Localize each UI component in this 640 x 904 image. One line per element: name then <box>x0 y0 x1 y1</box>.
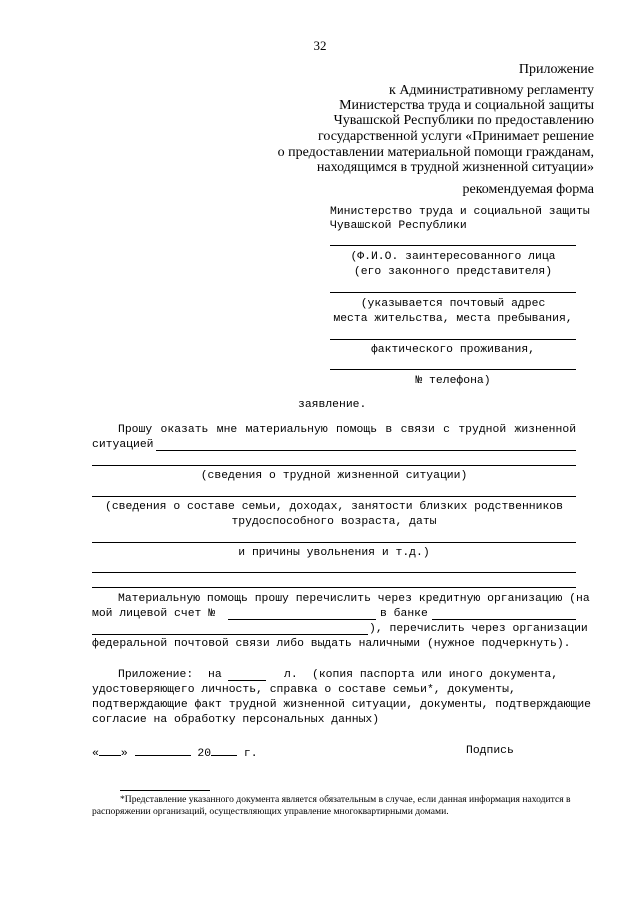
signature-label: Подпись <box>466 745 514 757</box>
address-line-1 <box>330 292 576 293</box>
appendix-line-7: находящимся в трудной жизненной ситуации» <box>316 160 594 175</box>
transfer-line-2-a: мой лицевой счет № <box>92 608 216 620</box>
fio-line <box>330 245 576 246</box>
situation-hint: (сведения о трудной жизненной ситуации) <box>200 470 468 482</box>
attachment-line-4: согласие на обработку персональных данных) <box>92 714 380 726</box>
account-number-line <box>228 619 376 620</box>
appendix-line-2: к Административному регламенту <box>389 83 594 98</box>
month-blank <box>135 744 191 756</box>
address-line-2 <box>330 339 576 340</box>
bank-line-2 <box>92 634 368 635</box>
family-line-4 <box>92 587 576 588</box>
family-hint-1: (сведения о составе семьи, доходах, занятости близких родственников <box>105 501 563 513</box>
transfer-line-3: ), перечислить через организации <box>369 623 588 635</box>
family-line-2 <box>92 542 576 543</box>
address-hint-2: места жительства, места пребывания, <box>333 313 573 325</box>
sheets-count-line <box>228 680 266 681</box>
situation-fill-line <box>156 450 576 451</box>
transfer-line-2-b: в банке <box>380 608 428 620</box>
date-close-quote: » <box>120 748 128 760</box>
transfer-line-1: Материальную помощь прошу перечислить через кредитную организацию (на <box>118 593 590 605</box>
year-blank <box>211 744 237 756</box>
footnote: *Представление указанного документа является обязательным в случае, если данная информация находится в распоряжении организаций, осуществляющих управление многоквартирными домами. <box>92 794 571 817</box>
form-type: рекомендуемая форма <box>462 182 594 197</box>
family-hint-2: трудоспособного возраста, даты <box>231 516 437 528</box>
word-2: оказать <box>160 424 209 436</box>
footnote-separator <box>120 790 210 791</box>
request-line-1 <box>118 423 576 437</box>
word-4: материальную <box>245 424 328 436</box>
transfer-line-4: федеральной почтовой связи либо выдать наличными (нужное подчеркнуть). <box>92 638 571 650</box>
attachment-line-2: удостоверяющего личность, справка о составе семьи*, документы, <box>92 684 516 696</box>
word-5: помощь <box>336 424 378 436</box>
attachment-line-3: подтверждающие факт трудной жизненной ситуации, документы, подтверждающие <box>92 699 591 711</box>
day-blank <box>99 744 121 756</box>
phone-hint: № телефона) <box>415 375 491 387</box>
family-line-3 <box>92 572 576 573</box>
statement-title: заявление. <box>298 399 367 411</box>
word-6: в <box>385 424 393 436</box>
appendix-line-1: Приложение <box>518 62 594 77</box>
request-line-2: ситуацией <box>92 439 154 451</box>
year-suffix: г. <box>243 748 258 760</box>
appendix-line-4: Чувашской Республики по предоставлению <box>333 113 594 128</box>
family-line-1 <box>92 496 576 497</box>
phone-line <box>330 369 576 370</box>
bank-line <box>432 619 576 620</box>
fio-hint-1: (Ф.И.О. заинтересованного лица <box>350 251 556 263</box>
address-hint-1: (указывается почтовый адрес <box>360 298 546 310</box>
address-hint-3: фактического проживания, <box>370 344 536 356</box>
word-1: Прошу <box>118 424 153 436</box>
date-open-quote: « <box>92 748 99 760</box>
year-prefix: 20 <box>197 748 212 760</box>
attachment-label: Приложение: <box>118 669 194 681</box>
addressee-line-2: Чувашской Республики <box>330 220 467 232</box>
family-hint-3: и причины увольнения и т.д.) <box>238 547 430 559</box>
word-7: связи с трудной жизненной <box>400 424 577 436</box>
appendix-line-6: о предоставлении материальной помощи гражданам, <box>277 145 594 160</box>
word-3: мне <box>216 424 238 436</box>
appendix-line-5: государственной услуги «Принимает решение <box>317 129 594 144</box>
situation-line-2 <box>92 465 576 466</box>
appendix-line-3: Министерства труда и социальной защиты <box>339 98 594 113</box>
addressee-line-1: Министерство труда и социальной защиты <box>330 206 590 218</box>
date-field <box>92 744 258 761</box>
page-number: 32 <box>313 38 327 53</box>
fio-hint-2: (его законного представителя) <box>353 266 553 278</box>
attachment-line-1-rest: (копия паспорта или иного документа, <box>312 669 559 681</box>
attachment-sheets: л. <box>284 669 298 681</box>
attachment-na: на <box>208 669 222 681</box>
